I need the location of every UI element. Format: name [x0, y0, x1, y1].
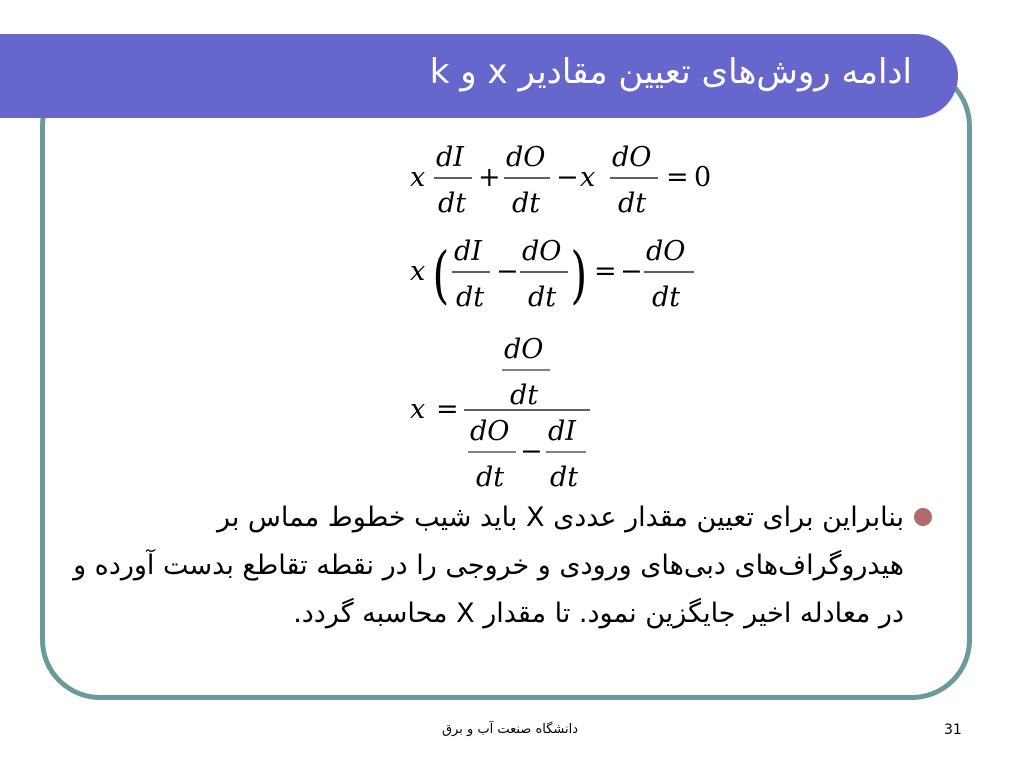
- eq2-frac2-den: dt: [528, 282, 557, 313]
- eq1-frac3-num: dO: [612, 142, 652, 173]
- eq3-den-frac2-num: dI: [548, 416, 576, 447]
- eq1-zero: 0: [694, 162, 712, 193]
- eq1-minus: −: [556, 162, 579, 193]
- eq1-frac1-num: dI: [436, 142, 464, 173]
- eq1-frac3-den: dt: [618, 188, 647, 219]
- eq2-x: x: [410, 256, 426, 287]
- eq3-num-num: dO: [504, 334, 544, 365]
- eq2-frac3-num: dO: [646, 236, 686, 267]
- eq3-equals: =: [436, 394, 459, 425]
- title-and: و: [460, 52, 477, 92]
- slide-title: [430, 50, 912, 94]
- eq2-lparen: (: [432, 238, 450, 312]
- eq3-den-frac1-num: dO: [470, 416, 510, 447]
- equation-3: [410, 334, 590, 493]
- eq2-frac3-den: dt: [652, 282, 681, 313]
- eq3-den-frac1-den: dt: [476, 462, 505, 493]
- eq2-frac1-den: dt: [456, 282, 485, 313]
- eq2-minus: −: [496, 256, 519, 287]
- eq1-x: x: [410, 162, 426, 193]
- eq1-frac2-num: dO: [506, 142, 546, 173]
- equation-1: [410, 142, 711, 219]
- eq3-den-frac2-den: dt: [550, 462, 579, 493]
- eq2-rparen: ): [570, 238, 588, 312]
- bullet-dot: [914, 508, 932, 526]
- equations-block: [400, 138, 740, 498]
- eq1-equals: =: [666, 162, 689, 193]
- title-k: k: [429, 52, 450, 92]
- eq1-x2: x: [580, 162, 596, 193]
- eq2-equals: =: [594, 256, 617, 287]
- eq2-frac2-num: dO: [522, 236, 562, 267]
- title-prefix: ادامه روش‌های تعیین مقادیر: [518, 52, 912, 92]
- page-number: 31: [944, 722, 962, 738]
- title-x: x: [487, 52, 508, 92]
- equation-2: [410, 236, 694, 313]
- eq3-num-den: dt: [510, 380, 539, 411]
- footer-university: دانشگاه صنعت آب و برق: [441, 722, 579, 737]
- eq1-frac2-den: dt: [512, 188, 541, 219]
- eq1-plus: +: [478, 162, 501, 193]
- eq2-minus2: −: [620, 256, 643, 287]
- eq3-minus: −: [520, 436, 543, 467]
- eq1-frac1-den: dt: [438, 188, 467, 219]
- body-paragraph: بنابراین برای تعیین مقدار عددی X باید شیب خطوط مماس بر هیدروگراف‌های دبی‌های ورودی و خروجی را در نقطه تقاطع بدست آورده و در معادله اخیر جایگزین نمود. تا مقدار X محاسبه گردد.: [73, 502, 904, 629]
- eq2-frac1-num: dI: [454, 236, 482, 267]
- eq3-x: x: [410, 394, 426, 425]
